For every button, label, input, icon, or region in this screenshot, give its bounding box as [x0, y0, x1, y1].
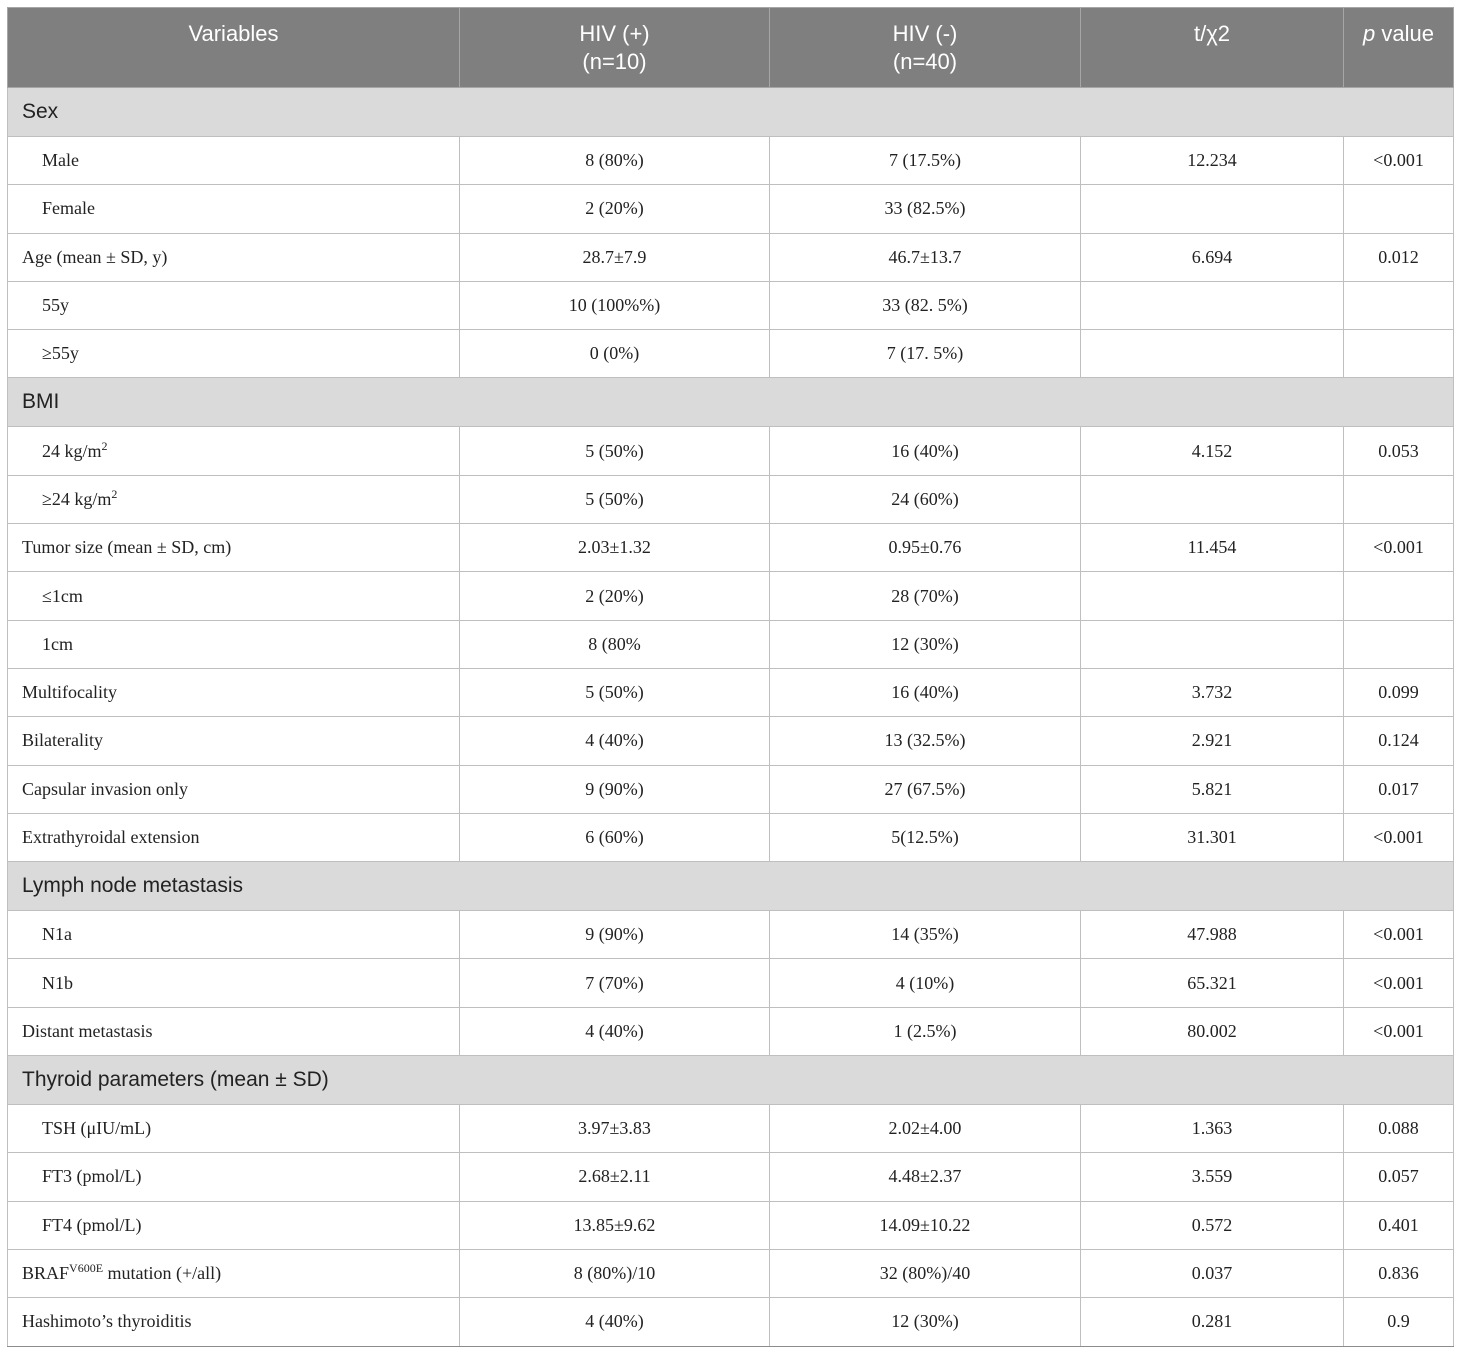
cell-hiv-neg: 12 (30%) — [770, 620, 1081, 668]
table-row — [8, 137, 1454, 185]
cell-p — [1344, 330, 1454, 378]
cell-stat: 0.281 — [1081, 1298, 1344, 1346]
section-label: Lymph node metastasis — [8, 862, 1454, 911]
cell-hiv-neg: 16 (40%) — [770, 427, 1081, 475]
header-hiv-negative-line2: (n=40) — [892, 48, 958, 74]
cell-hiv-pos: 13.85±9.62 — [460, 1201, 770, 1249]
cell-p — [1344, 185, 1454, 233]
cell-hiv-pos: 4 (40%) — [460, 717, 770, 765]
header-hiv-negative — [770, 8, 1081, 88]
cell-stat: 5.821 — [1081, 765, 1344, 813]
cell-hiv-pos: 2.03±1.32 — [460, 524, 770, 572]
cell-hiv-pos: 5 (50%) — [460, 475, 770, 523]
cell-p — [1344, 572, 1454, 620]
cell-p: 0.124 — [1344, 717, 1454, 765]
cell-hiv-neg: 1 (2.5%) — [770, 1007, 1081, 1055]
table-row — [8, 911, 1454, 959]
table-row — [8, 668, 1454, 716]
cell-hiv-pos: 8 (80%)/10 — [460, 1249, 770, 1297]
row-label-text: BRAF — [22, 1263, 70, 1284]
cell-hiv-pos: 9 (90%) — [460, 765, 770, 813]
cell-stat: 31.301 — [1081, 813, 1344, 861]
header-stat — [1081, 8, 1344, 88]
row-label: Multifocality — [8, 668, 460, 716]
cell-hiv-pos: 3.97±3.83 — [460, 1105, 770, 1153]
cell-p: 0.099 — [1344, 668, 1454, 716]
cell-p: 0.401 — [1344, 1201, 1454, 1249]
cell-stat: 11.454 — [1081, 524, 1344, 572]
table-row — [8, 959, 1454, 1007]
cell-hiv-neg: 33 (82.5%) — [770, 185, 1081, 233]
cell-stat: 47.988 — [1081, 911, 1344, 959]
row-label: Bilaterality — [8, 717, 460, 765]
cell-p: <0.001 — [1344, 1007, 1454, 1055]
data-table — [7, 7, 1454, 1347]
row-label: N1a — [8, 911, 460, 959]
table-row — [8, 1201, 1454, 1249]
table-row — [8, 765, 1454, 813]
table-row — [8, 572, 1454, 620]
cell-hiv-pos: 10 (100%%) — [460, 281, 770, 329]
table-row — [8, 1249, 1454, 1297]
row-label: ≥55y — [8, 330, 460, 378]
cell-hiv-pos: 8 (80%) — [460, 137, 770, 185]
cell-hiv-neg: 7 (17. 5%) — [770, 330, 1081, 378]
row-label: Age (mean ± SD, y) — [8, 233, 460, 281]
header-hiv-positive-line1: HIV (+) — [579, 20, 650, 46]
table-row — [8, 1153, 1454, 1201]
header-hiv-positive-line2: (n=10) — [582, 48, 647, 74]
cell-hiv-neg: 27 (67.5%) — [770, 765, 1081, 813]
cell-stat: 0.572 — [1081, 1201, 1344, 1249]
cell-hiv-pos: 7 (70%) — [460, 959, 770, 1007]
cell-p: 0.017 — [1344, 765, 1454, 813]
row-label: ≤1cm — [8, 572, 460, 620]
row-label: FT4 (pmol/L) — [8, 1201, 460, 1249]
cell-stat: 12.234 — [1081, 137, 1344, 185]
cell-p — [1344, 620, 1454, 668]
cell-stat — [1081, 572, 1344, 620]
table-row — [8, 620, 1454, 668]
row-label-text: 24 kg/m — [42, 440, 102, 461]
cell-p — [1344, 475, 1454, 523]
header-p-value — [1344, 8, 1454, 88]
cell-stat: 6.694 — [1081, 233, 1344, 281]
row-label: Female — [8, 185, 460, 233]
cell-hiv-neg: 5(12.5%) — [770, 813, 1081, 861]
cell-stat — [1081, 185, 1344, 233]
row-label: FT3 (pmol/L) — [8, 1153, 460, 1201]
table-row — [8, 281, 1454, 329]
header-hiv-positive — [460, 8, 770, 88]
section-row-sex — [8, 88, 1454, 137]
cell-p: 0.053 — [1344, 427, 1454, 475]
cell-hiv-neg: 46.7±13.7 — [770, 233, 1081, 281]
section-label: BMI — [8, 378, 1454, 427]
header-p-rest: value — [1375, 21, 1434, 46]
table-row — [8, 717, 1454, 765]
row-label-text: ≥24 kg/m — [42, 488, 112, 509]
cell-stat: 2.921 — [1081, 717, 1344, 765]
cell-stat — [1081, 281, 1344, 329]
row-label: TSH (μIU/mL) — [8, 1105, 460, 1153]
cell-stat: 4.152 — [1081, 427, 1344, 475]
row-label: Extrathyroidal extension — [8, 813, 460, 861]
cell-hiv-pos: 2.68±2.11 — [460, 1153, 770, 1201]
cell-hiv-neg: 2.02±4.00 — [770, 1105, 1081, 1153]
header-variables — [8, 8, 460, 88]
table-row — [8, 330, 1454, 378]
cell-stat: 0.037 — [1081, 1249, 1344, 1297]
cell-stat — [1081, 475, 1344, 523]
cell-p: <0.001 — [1344, 813, 1454, 861]
row-label — [8, 427, 460, 475]
cell-hiv-pos: 2 (20%) — [460, 185, 770, 233]
cell-stat: 65.321 — [1081, 959, 1344, 1007]
table-row — [8, 233, 1454, 281]
cell-hiv-pos: 9 (90%) — [460, 911, 770, 959]
cell-hiv-pos: 6 (60%) — [460, 813, 770, 861]
header-row — [8, 8, 1454, 88]
cell-p: 0.9 — [1344, 1298, 1454, 1346]
cell-hiv-neg: 14 (35%) — [770, 911, 1081, 959]
row-label: 55y — [8, 281, 460, 329]
table-row — [8, 1298, 1454, 1346]
cell-p: <0.001 — [1344, 524, 1454, 572]
cell-p — [1344, 281, 1454, 329]
cell-stat: 1.363 — [1081, 1105, 1344, 1153]
cell-stat: 3.732 — [1081, 668, 1344, 716]
table-row — [8, 1105, 1454, 1153]
cell-hiv-pos: 2 (20%) — [460, 572, 770, 620]
header-stat-text: t/χ2 — [1193, 21, 1230, 46]
cell-hiv-neg: 7 (17.5%) — [770, 137, 1081, 185]
row-label-rest: mutation (+/all) — [103, 1263, 222, 1284]
section-label: Thyroid parameters (mean ± SD) — [8, 1056, 1454, 1105]
cell-hiv-pos: 8 (80% — [460, 620, 770, 668]
cell-stat — [1081, 620, 1344, 668]
row-label: Male — [8, 137, 460, 185]
cell-hiv-neg: 0.95±0.76 — [770, 524, 1081, 572]
table-row — [8, 1007, 1454, 1055]
cell-hiv-neg: 4.48±2.37 — [770, 1153, 1081, 1201]
cell-stat — [1081, 330, 1344, 378]
cell-hiv-neg: 14.09±10.22 — [770, 1201, 1081, 1249]
cell-p: <0.001 — [1344, 137, 1454, 185]
cell-hiv-neg: 33 (82. 5%) — [770, 281, 1081, 329]
cell-p: <0.001 — [1344, 911, 1454, 959]
cell-hiv-pos: 28.7±7.9 — [460, 233, 770, 281]
header-variables-text: Variables — [188, 21, 279, 46]
cell-hiv-pos: 5 (50%) — [460, 668, 770, 716]
row-label: N1b — [8, 959, 460, 1007]
cell-stat: 80.002 — [1081, 1007, 1344, 1055]
cell-hiv-neg: 24 (60%) — [770, 475, 1081, 523]
row-label — [8, 1249, 460, 1297]
row-label-sup: 2 — [101, 438, 108, 453]
cell-hiv-pos: 5 (50%) — [460, 427, 770, 475]
table-row — [8, 524, 1454, 572]
table-row — [8, 427, 1454, 475]
cell-p: 0.836 — [1344, 1249, 1454, 1297]
header-hiv-negative-line1: HIV (-) — [892, 20, 958, 46]
section-row-thyroid — [8, 1056, 1454, 1105]
row-label: Distant metastasis — [8, 1007, 460, 1055]
table-row — [8, 813, 1454, 861]
cell-stat: 3.559 — [1081, 1153, 1344, 1201]
cell-hiv-pos: 4 (40%) — [460, 1007, 770, 1055]
row-label: 1cm — [8, 620, 460, 668]
row-label: Capsular invasion only — [8, 765, 460, 813]
header-p-italic: p — [1363, 21, 1376, 46]
row-label — [8, 475, 460, 523]
row-label: Hashimoto’s thyroiditis — [8, 1298, 460, 1346]
cell-hiv-pos: 4 (40%) — [460, 1298, 770, 1346]
cell-hiv-neg: 12 (30%) — [770, 1298, 1081, 1346]
table-row — [8, 185, 1454, 233]
section-label: Sex — [8, 88, 1454, 137]
cell-hiv-neg: 13 (32.5%) — [770, 717, 1081, 765]
cell-p: 0.057 — [1344, 1153, 1454, 1201]
cell-p: <0.001 — [1344, 959, 1454, 1007]
row-label-sup: V600E — [69, 1261, 104, 1276]
cell-hiv-neg: 16 (40%) — [770, 668, 1081, 716]
cell-hiv-neg: 4 (10%) — [770, 959, 1081, 1007]
cell-hiv-neg: 32 (80%)/40 — [770, 1249, 1081, 1297]
cell-p: 0.088 — [1344, 1105, 1454, 1153]
section-row-lymph — [8, 862, 1454, 911]
row-label: Tumor size (mean ± SD, cm) — [8, 524, 460, 572]
cell-hiv-neg: 28 (70%) — [770, 572, 1081, 620]
section-row-bmi — [8, 378, 1454, 427]
table-row — [8, 475, 1454, 523]
cell-p: 0.012 — [1344, 233, 1454, 281]
cell-hiv-pos: 0 (0%) — [460, 330, 770, 378]
row-label-sup: 2 — [111, 486, 118, 501]
